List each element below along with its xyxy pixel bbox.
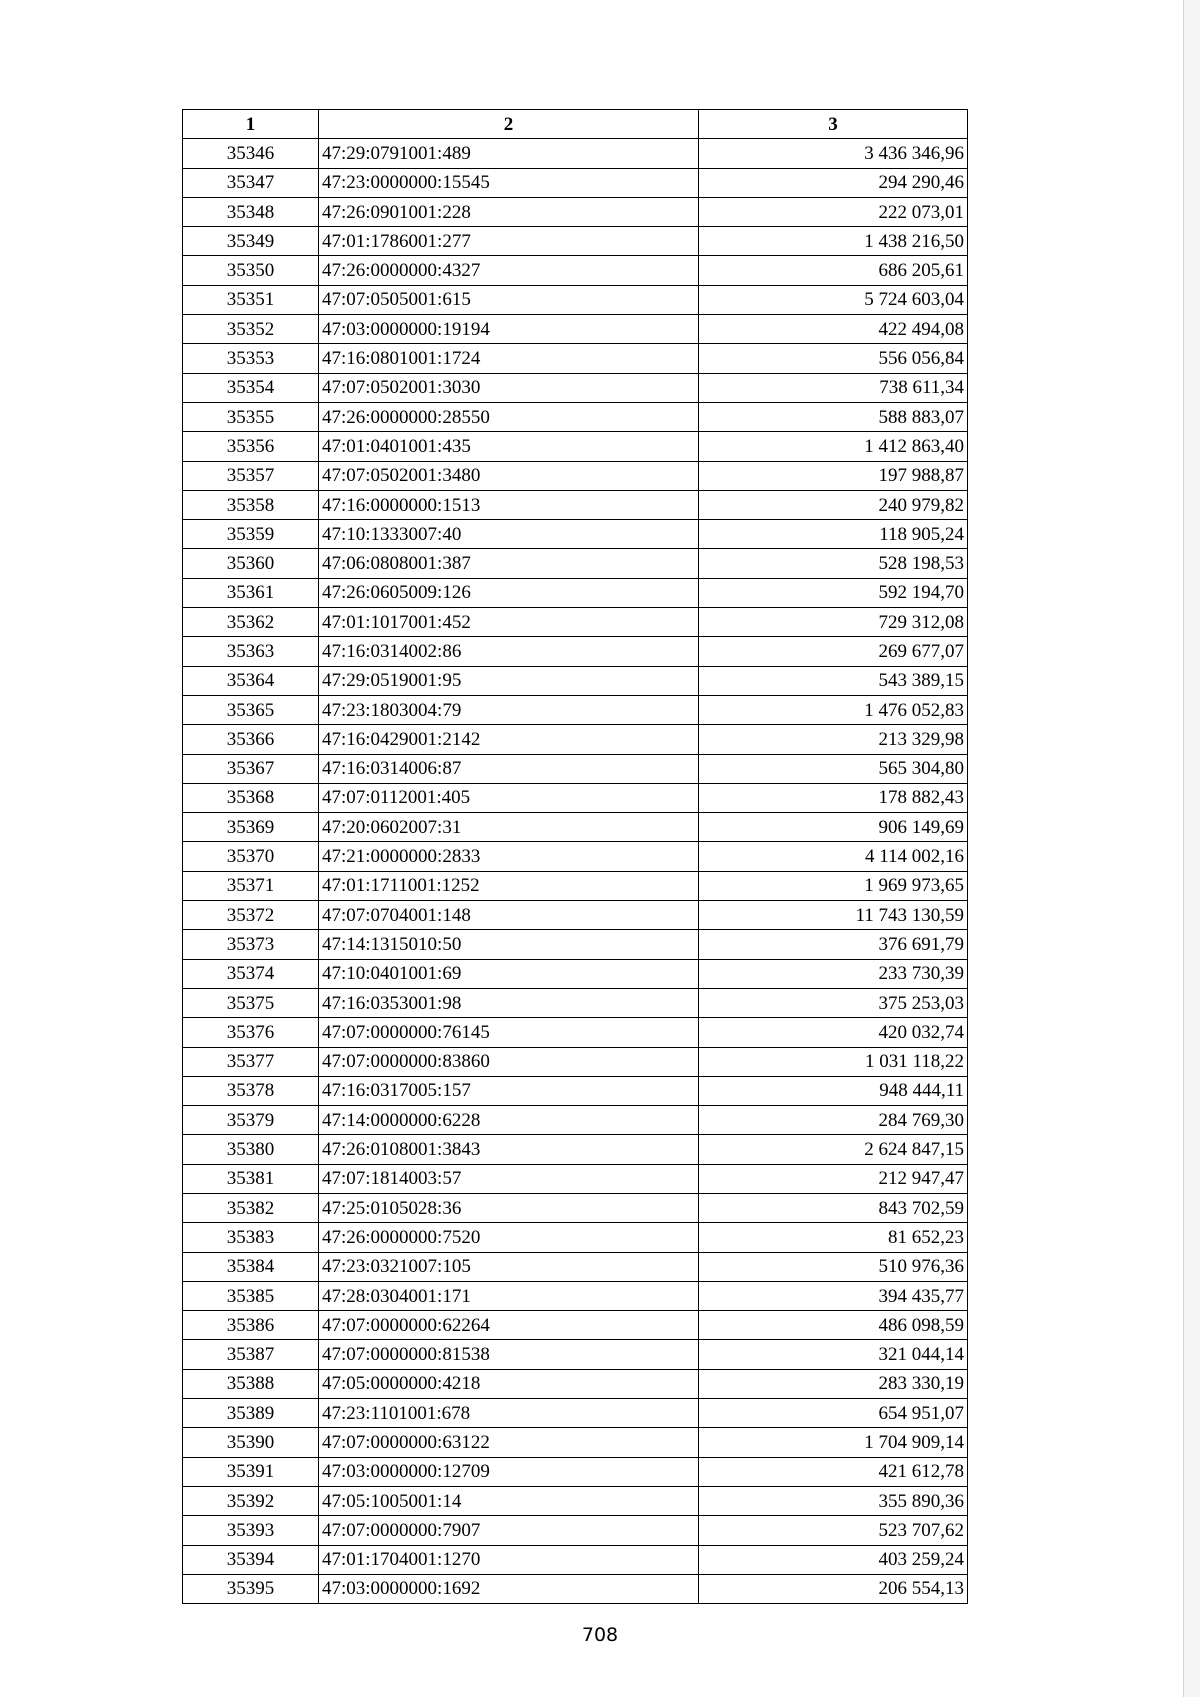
cadastral-number: 47:07:0000000:7907 (319, 1516, 699, 1545)
table-row (183, 461, 968, 490)
row-number: 35395 (183, 1574, 319, 1603)
table-row (183, 695, 968, 724)
amount: 394 435,77 (699, 1281, 968, 1310)
amount: 421 612,78 (699, 1457, 968, 1486)
table-row (183, 637, 968, 666)
cadastral-number: 47:16:0000000:1513 (319, 490, 699, 519)
table-row (183, 256, 968, 285)
amount: 565 304,80 (699, 754, 968, 783)
cadastral-number: 47:16:0314002:86 (319, 637, 699, 666)
row-number: 35365 (183, 695, 319, 724)
row-number: 35356 (183, 432, 319, 461)
amount: 294 290,46 (699, 168, 968, 197)
row-number: 35358 (183, 490, 319, 519)
amount: 906 149,69 (699, 813, 968, 842)
row-number: 35388 (183, 1369, 319, 1398)
cadastral-number: 47:07:0000000:81538 (319, 1340, 699, 1369)
amount: 375 253,03 (699, 988, 968, 1017)
table-row (183, 1457, 968, 1486)
table-row (183, 1135, 968, 1164)
row-number: 35367 (183, 754, 319, 783)
amount: 376 691,79 (699, 930, 968, 959)
table-row (183, 754, 968, 783)
table-row (183, 988, 968, 1017)
amount: 213 329,98 (699, 725, 968, 754)
cadastral-number: 47:05:0000000:4218 (319, 1369, 699, 1398)
cadastral-number: 47:29:0791001:489 (319, 139, 699, 168)
row-number: 35370 (183, 842, 319, 871)
row-number: 35362 (183, 608, 319, 637)
cadastral-number: 47:03:0000000:1692 (319, 1574, 699, 1603)
cadastral-number: 47:01:1711001:1252 (319, 871, 699, 900)
cadastral-number: 47:23:1803004:79 (319, 695, 699, 724)
cadastral-number: 47:10:1333007:40 (319, 520, 699, 549)
table-row (183, 901, 968, 930)
table-row (183, 1281, 968, 1310)
amount: 5 724 603,04 (699, 285, 968, 314)
row-number: 35366 (183, 725, 319, 754)
amount: 197 988,87 (699, 461, 968, 490)
cadastral-number: 47:23:0000000:15545 (319, 168, 699, 197)
table-row (183, 578, 968, 607)
row-number: 35391 (183, 1457, 319, 1486)
table-row (183, 959, 968, 988)
amount: 206 554,13 (699, 1574, 968, 1603)
table-row (183, 490, 968, 519)
row-number: 35385 (183, 1281, 319, 1310)
cadastral-number: 47:01:1704001:1270 (319, 1545, 699, 1574)
amount: 81 652,23 (699, 1223, 968, 1252)
table-row (183, 549, 968, 578)
table-body (183, 139, 968, 1604)
row-number: 35350 (183, 256, 319, 285)
amount: 686 205,61 (699, 256, 968, 285)
row-number: 35372 (183, 901, 319, 930)
table-row (183, 227, 968, 256)
table-header-row (183, 110, 968, 139)
table-row (183, 402, 968, 431)
cadastral-number: 47:16:0353001:98 (319, 988, 699, 1017)
row-number: 35348 (183, 197, 319, 226)
row-number: 35382 (183, 1193, 319, 1222)
table-row (183, 1076, 968, 1105)
amount: 321 044,14 (699, 1340, 968, 1369)
cadastral-number: 47:23:0321007:105 (319, 1252, 699, 1281)
amount: 543 389,15 (699, 666, 968, 695)
cadastral-number: 47:14:0000000:6228 (319, 1106, 699, 1135)
row-number: 35349 (183, 227, 319, 256)
cadastral-number: 47:28:0304001:171 (319, 1281, 699, 1310)
row-number: 35378 (183, 1076, 319, 1105)
amount: 3 436 346,96 (699, 139, 968, 168)
row-number: 35373 (183, 930, 319, 959)
amount: 592 194,70 (699, 578, 968, 607)
row-number: 35363 (183, 637, 319, 666)
cadastral-number: 47:07:0505001:615 (319, 285, 699, 314)
table-row (183, 725, 968, 754)
row-number: 35374 (183, 959, 319, 988)
cadastral-number: 47:26:0901001:228 (319, 197, 699, 226)
row-number: 35371 (183, 871, 319, 900)
row-number: 35377 (183, 1047, 319, 1076)
table-row (183, 842, 968, 871)
table-row (183, 520, 968, 549)
amount: 948 444,11 (699, 1076, 968, 1105)
cadastral-number: 47:16:0801001:1724 (319, 344, 699, 373)
cadastral-number: 47:07:0000000:63122 (319, 1428, 699, 1457)
amount: 486 098,59 (699, 1311, 968, 1340)
amount: 118 905,24 (699, 520, 968, 549)
table-row (183, 871, 968, 900)
row-number: 35384 (183, 1252, 319, 1281)
column-header-3: 3 (699, 110, 968, 139)
cadastral-number: 47:05:1005001:14 (319, 1486, 699, 1515)
table-row (183, 1252, 968, 1281)
row-number: 35381 (183, 1164, 319, 1193)
amount: 284 769,30 (699, 1106, 968, 1135)
cadastral-number: 47:03:0000000:19194 (319, 315, 699, 344)
amount: 588 883,07 (699, 402, 968, 431)
page-edge (1183, 0, 1200, 1697)
row-number: 35346 (183, 139, 319, 168)
row-number: 35347 (183, 168, 319, 197)
cadastral-number: 47:16:0314006:87 (319, 754, 699, 783)
table-row (183, 666, 968, 695)
amount: 1 438 216,50 (699, 227, 968, 256)
row-number: 35375 (183, 988, 319, 1017)
cadastral-number: 47:25:0105028:36 (319, 1193, 699, 1222)
row-number: 35389 (183, 1399, 319, 1428)
row-number: 35353 (183, 344, 319, 373)
row-number: 35390 (183, 1428, 319, 1457)
row-number: 35360 (183, 549, 319, 578)
row-number: 35386 (183, 1311, 319, 1340)
table-row (183, 813, 968, 842)
amount: 729 312,08 (699, 608, 968, 637)
table-row (183, 1545, 968, 1574)
amount: 11 743 130,59 (699, 901, 968, 930)
cadastral-number: 47:07:0000000:62264 (319, 1311, 699, 1340)
table-row (183, 783, 968, 812)
cadastral-number: 47:01:1017001:452 (319, 608, 699, 637)
cadastral-number: 47:23:1101001:678 (319, 1399, 699, 1428)
cadastral-number: 47:03:0000000:12709 (319, 1457, 699, 1486)
cadastral-number: 47:26:0000000:4327 (319, 256, 699, 285)
table-row (183, 285, 968, 314)
row-number: 35387 (183, 1340, 319, 1369)
row-number: 35355 (183, 402, 319, 431)
cadastral-number: 47:26:0605009:126 (319, 578, 699, 607)
amount: 654 951,07 (699, 1399, 968, 1428)
cadastral-number: 47:26:0000000:28550 (319, 402, 699, 431)
row-number: 35369 (183, 813, 319, 842)
table-row (183, 1340, 968, 1369)
table-row (183, 373, 968, 402)
amount: 1 031 118,22 (699, 1047, 968, 1076)
table-row (183, 344, 968, 373)
table-row (183, 1311, 968, 1340)
amount: 422 494,08 (699, 315, 968, 344)
row-number: 35351 (183, 285, 319, 314)
page-number: 708 (581, 1624, 619, 1646)
amount: 556 056,84 (699, 344, 968, 373)
table-row (183, 1574, 968, 1603)
cadastral-number: 47:16:0317005:157 (319, 1076, 699, 1105)
amount: 4 114 002,16 (699, 842, 968, 871)
amount: 523 707,62 (699, 1516, 968, 1545)
column-header-1: 1 (183, 110, 319, 139)
cadastral-number: 47:01:0401001:435 (319, 432, 699, 461)
amount: 1 412 863,40 (699, 432, 968, 461)
table-row (183, 1486, 968, 1515)
cadastral-number: 47:29:0519001:95 (319, 666, 699, 695)
cadastral-number: 47:07:0502001:3030 (319, 373, 699, 402)
table-row (183, 1369, 968, 1398)
table-row (183, 1428, 968, 1457)
cadastral-number: 47:07:0000000:83860 (319, 1047, 699, 1076)
row-number: 35383 (183, 1223, 319, 1252)
table-row (183, 608, 968, 637)
row-number: 35359 (183, 520, 319, 549)
amount: 233 730,39 (699, 959, 968, 988)
table-row (183, 1223, 968, 1252)
amount: 403 259,24 (699, 1545, 968, 1574)
amount: 1 704 909,14 (699, 1428, 968, 1457)
cadastral-number: 47:10:0401001:69 (319, 959, 699, 988)
table-row (183, 1399, 968, 1428)
row-number: 35392 (183, 1486, 319, 1515)
table-row (183, 197, 968, 226)
table-row (183, 1047, 968, 1076)
column-header-2: 2 (319, 110, 699, 139)
cadastral-number: 47:01:1786001:277 (319, 227, 699, 256)
amount: 240 979,82 (699, 490, 968, 519)
amount: 283 330,19 (699, 1369, 968, 1398)
cadastral-number: 47:07:0112001:405 (319, 783, 699, 812)
table-row (183, 139, 968, 168)
amount: 2 624 847,15 (699, 1135, 968, 1164)
cadastral-number: 47:07:1814003:57 (319, 1164, 699, 1193)
cadastral-number: 47:21:0000000:2833 (319, 842, 699, 871)
amount: 510 976,36 (699, 1252, 968, 1281)
row-number: 35357 (183, 461, 319, 490)
amount: 843 702,59 (699, 1193, 968, 1222)
row-number: 35361 (183, 578, 319, 607)
row-number: 35379 (183, 1106, 319, 1135)
amount: 222 073,01 (699, 197, 968, 226)
cadastral-number: 47:07:0704001:148 (319, 901, 699, 930)
cadastral-number: 47:26:0108001:3843 (319, 1135, 699, 1164)
row-number: 35354 (183, 373, 319, 402)
amount: 178 882,43 (699, 783, 968, 812)
row-number: 35368 (183, 783, 319, 812)
row-number: 35394 (183, 1545, 319, 1574)
table-row (183, 432, 968, 461)
amount: 528 198,53 (699, 549, 968, 578)
table-row (183, 1106, 968, 1135)
table-row (183, 1516, 968, 1545)
row-number: 35376 (183, 1018, 319, 1047)
cadastral-number: 47:26:0000000:7520 (319, 1223, 699, 1252)
cadastral-number: 47:06:0808001:387 (319, 549, 699, 578)
table-row (183, 1018, 968, 1047)
table-row (183, 930, 968, 959)
row-number: 35352 (183, 315, 319, 344)
amount: 212 947,47 (699, 1164, 968, 1193)
table-row (183, 168, 968, 197)
table-row (183, 1164, 968, 1193)
amount: 420 032,74 (699, 1018, 968, 1047)
cadastral-number: 47:14:1315010:50 (319, 930, 699, 959)
amount: 269 677,07 (699, 637, 968, 666)
table-row (183, 315, 968, 344)
cadastral-number: 47:16:0429001:2142 (319, 725, 699, 754)
row-number: 35364 (183, 666, 319, 695)
cadastral-number: 47:20:0602007:31 (319, 813, 699, 842)
row-number: 35393 (183, 1516, 319, 1545)
cadastral-number: 47:07:0000000:76145 (319, 1018, 699, 1047)
amount: 355 890,36 (699, 1486, 968, 1515)
amount: 1 476 052,83 (699, 695, 968, 724)
amount: 1 969 973,65 (699, 871, 968, 900)
row-number: 35380 (183, 1135, 319, 1164)
cadastral-number: 47:07:0502001:3480 (319, 461, 699, 490)
data-table (182, 109, 968, 1604)
amount: 738 611,34 (699, 373, 968, 402)
table-row (183, 1193, 968, 1222)
